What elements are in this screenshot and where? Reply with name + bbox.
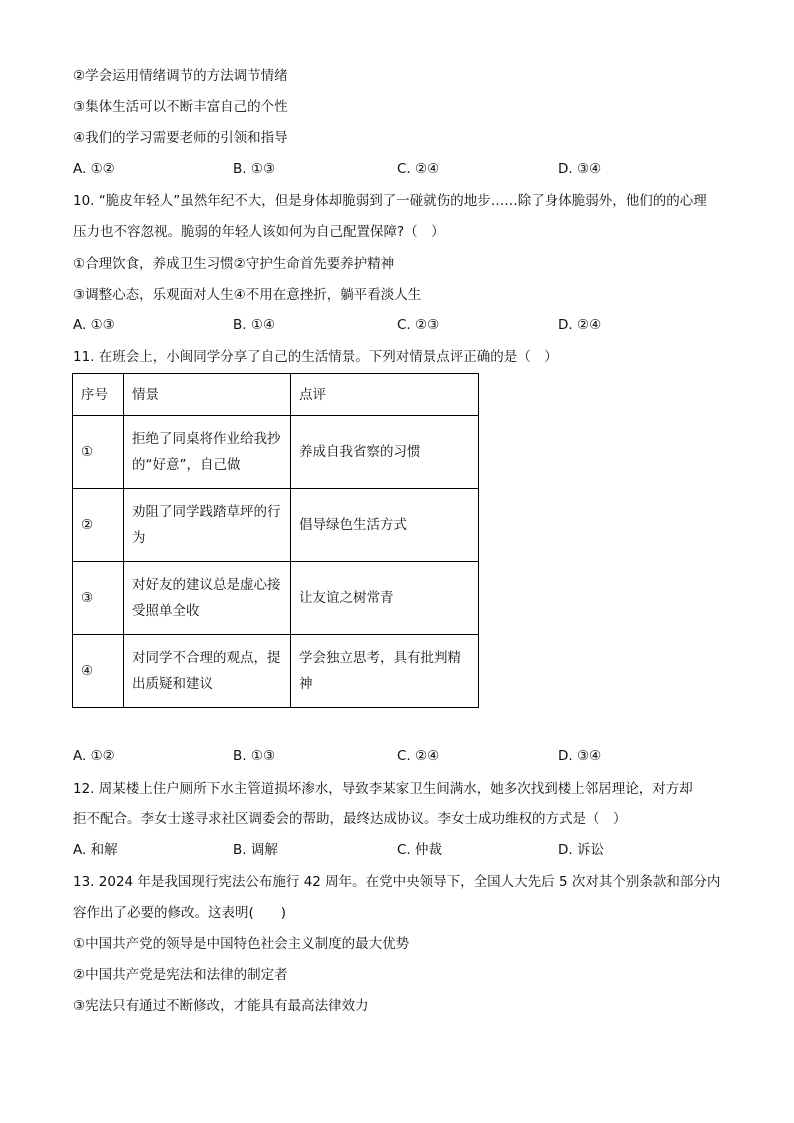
q10-options — [73, 315, 633, 335]
q9-option-d[interactable]: D. ③④ — [558, 161, 602, 177]
row-number: ① — [73, 416, 124, 489]
q12-option-c[interactable]: C. 仲裁 — [397, 842, 443, 858]
q13-stem-line2: 容作出了必要的修改。这表明( ) — [73, 905, 287, 921]
q12-option-b[interactable]: B. 调解 — [233, 842, 278, 858]
q9-statement-2: ②学会运用情绪调节的方法调节情绪 — [73, 68, 288, 84]
q9-option-a[interactable]: A. ①② — [73, 161, 115, 177]
row-scene-text: 对同学不合理的观点，提出质疑和建议 — [132, 650, 281, 692]
q11-option-a[interactable]: A. ①② — [73, 748, 115, 764]
q11-stem: 11. 在班会上，小闽同学分享了自己的生活情景。下列对情景点评正确的是（ ） — [73, 349, 558, 365]
row-number: ③ — [73, 562, 124, 635]
header-comment: 点评 — [291, 374, 479, 416]
row-comment: 养成自我省察的习惯 — [291, 416, 479, 489]
q13-statement-1: ①中国共产党的领导是中国特色社会主义制度的最大优势 — [73, 936, 410, 952]
row-comment: 让友谊之树常青 — [291, 562, 479, 635]
q10-option-d[interactable]: D. ②④ — [558, 317, 602, 333]
q12-stem-line2: 拒不配合。李女士遂寻求社区调委会的帮助，最终达成协议。李女士成功维权的方式是（ ） — [73, 811, 627, 827]
row-number: ② — [73, 489, 124, 562]
row-scene — [124, 635, 291, 708]
table-row — [73, 562, 479, 635]
table-row — [73, 489, 479, 562]
q9-statement-4: ④我们的学习需要老师的引领和指导 — [73, 130, 288, 146]
q13-statement-3: ③宪法只有通过不断修改，才能具有最高法律效力 — [73, 998, 369, 1014]
row-scene-text: 拒绝了同桌将作业给我抄的“好意”，自己做 — [132, 431, 281, 473]
q11-option-c[interactable]: C. ②④ — [397, 748, 440, 764]
q10-statement-1: ①合理饮食，养成卫生习惯②守护生命首先要养护精神 — [73, 256, 395, 272]
header-scene: 情景 — [124, 374, 291, 416]
row-scene — [124, 562, 291, 635]
row-scene — [124, 416, 291, 489]
q11-option-d[interactable]: D. ③④ — [558, 748, 602, 764]
row-scene-text: 对好友的建议总是虚心接受照单全收 — [132, 577, 281, 619]
table-row — [73, 416, 479, 489]
row-comment: 学会独立思考，具有批判精神 — [291, 635, 479, 708]
q10-option-a[interactable]: A. ①③ — [73, 317, 115, 333]
header-number: 序号 — [73, 374, 124, 416]
q9-statement-3: ③集体生活可以不断丰富自己的个性 — [73, 99, 288, 115]
q9-option-b[interactable]: B. ①③ — [233, 161, 276, 177]
q11-options — [73, 746, 633, 766]
q10-stem-line1: 10. “脆皮年轻人”虽然年纪不大，但是身体却脆弱到了一碰就伤的地步……除了身体脆弱外，他们的的心理 — [73, 193, 707, 209]
q12-option-d[interactable]: D. 诉讼 — [558, 842, 604, 858]
q12-option-a[interactable]: A. 和解 — [73, 842, 118, 858]
q11-scenario-table — [72, 373, 479, 708]
table-row — [73, 635, 479, 708]
row-number: ④ — [73, 635, 124, 708]
q12-stem-line1: 12. 周某楼上住户厕所下水主管道损坏渗水，导致李某家卫生间满水，她多次找到楼上邻居理论，对方却 — [73, 781, 693, 797]
row-scene-text: 劝阻了同学践踏草坪的行为 — [132, 504, 281, 546]
q10-option-b[interactable]: B. ①④ — [233, 317, 276, 333]
row-scene — [124, 489, 291, 562]
q9-option-c[interactable]: C. ②④ — [397, 161, 440, 177]
q13-stem-line1: 13. 2024 年是我国现行宪法公布施行 42 周年。在党中央领导下，全国人大先后 5 次对其个别条款和部分内 — [73, 874, 721, 890]
q13-statement-2: ②中国共产党是宪法和法律的制定者 — [73, 967, 288, 983]
q10-option-c[interactable]: C. ②③ — [397, 317, 440, 333]
table-header-row — [73, 374, 479, 416]
q11-option-b[interactable]: B. ①③ — [233, 748, 276, 764]
q10-statement-2: ③调整心态，乐观面对人生④不用在意挫折，躺平看淡人生 — [73, 287, 422, 303]
q10-stem-line2: 压力也不容忽视。脆弱的年轻人该如何为自己配置保障?（ ） — [73, 224, 445, 240]
q9-options — [73, 159, 633, 179]
q12-options — [73, 840, 633, 860]
row-comment: 倡导绿色生活方式 — [291, 489, 479, 562]
